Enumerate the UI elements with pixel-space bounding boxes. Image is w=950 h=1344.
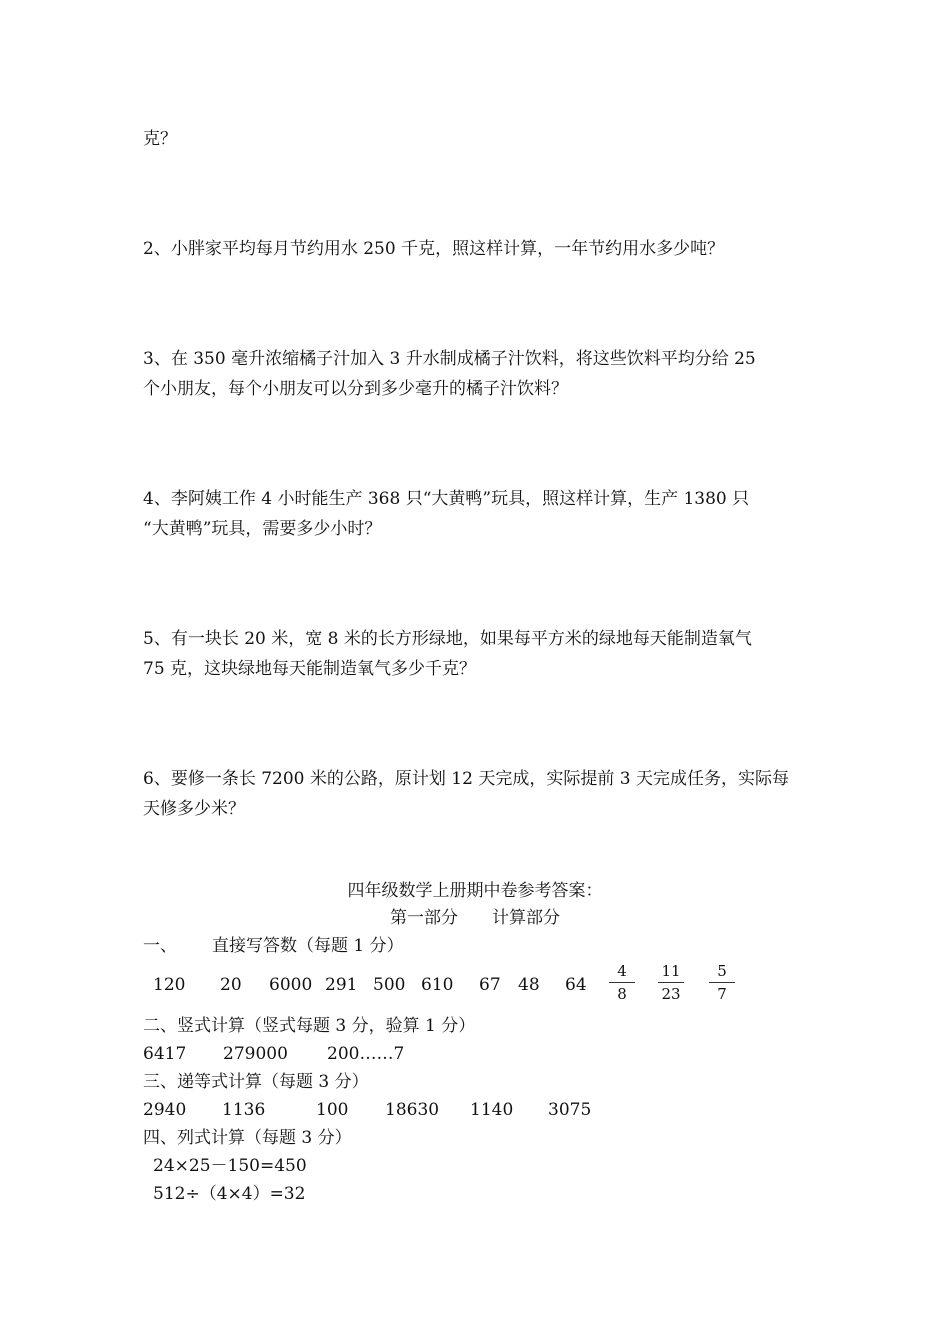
question-2: 2、小胖家平均每月节约用水 250 千克，照这样计算，一年节约用水多少吨？ bbox=[143, 239, 725, 259]
answer-subtitle bbox=[0, 907, 950, 929]
answer-value: 1136 bbox=[222, 1100, 266, 1120]
answer-value: 100 bbox=[316, 1100, 349, 1120]
question-4-line-1: 4、李阿姨工作 4 小时能生产 368 只“大黄鸭”玩具，照这样计算，生产 1380 只 bbox=[143, 489, 750, 509]
answer-value: 64 bbox=[565, 975, 587, 995]
answer-value: 20 bbox=[220, 975, 242, 995]
fraction-answer bbox=[609, 962, 635, 1003]
answer-value: 200……7 bbox=[327, 1044, 405, 1064]
fraction-answer bbox=[709, 962, 735, 1003]
question-3-line-2: 个小朋友，每个小朋友可以分到多少毫升的橘子汁饮料？ bbox=[143, 379, 568, 399]
section-4-label: 四、列式计算（每题 3 分） bbox=[143, 1128, 352, 1148]
answer-subtitle-part: 第一部分 bbox=[390, 908, 458, 928]
section-1-number: 一、 bbox=[143, 936, 177, 956]
section-1-label: 直接写答数（每题 1 分） bbox=[212, 936, 404, 956]
fraction-bar bbox=[658, 982, 684, 983]
fraction-denominator: 8 bbox=[617, 985, 627, 1003]
answer-value: 18630 bbox=[385, 1100, 440, 1120]
section-2-label: 二、竖式计算（竖式每题 3 分，验算 1 分） bbox=[143, 1016, 476, 1036]
answer-value: 500 bbox=[373, 975, 406, 995]
fraction-numerator: 5 bbox=[717, 962, 727, 980]
fraction-denominator: 7 bbox=[717, 985, 727, 1003]
question-5-line-1: 5、有一块长 20 米，宽 8 米的长方形绿地，如果每平方米的绿地每天能制造氧气 bbox=[143, 629, 752, 649]
answer-value: 279000 bbox=[223, 1044, 288, 1064]
answer-value: 3075 bbox=[548, 1100, 592, 1120]
question-1-tail: 克？ bbox=[143, 129, 177, 149]
question-6-line-2: 天修多少米？ bbox=[143, 799, 245, 819]
section-3-label: 三、递等式计算（每题 3 分） bbox=[143, 1072, 369, 1092]
fraction-bar bbox=[709, 982, 735, 983]
answer-value: 610 bbox=[421, 975, 454, 995]
question-6-line-1: 6、要修一条长 7200 米的公路，原计划 12 天完成，实际提前 3 天完成任务，实际每 bbox=[143, 769, 789, 789]
fraction-numerator: 4 bbox=[617, 962, 627, 980]
question-5-line-2: 75 克，这块绿地每天能制造氧气多少千克？ bbox=[143, 659, 477, 679]
fraction-bar bbox=[609, 982, 635, 983]
fraction-answer bbox=[658, 962, 684, 1003]
answer-value: 120 bbox=[153, 975, 186, 995]
answer-title: 四年级数学上册期中卷参考答案： bbox=[347, 881, 603, 901]
fraction-numerator: 11 bbox=[661, 962, 681, 980]
question-4-line-2: “大黄鸭”玩具，需要多少小时？ bbox=[143, 519, 382, 539]
answer-value: 6417 bbox=[143, 1044, 187, 1064]
fraction-denominator: 23 bbox=[661, 985, 681, 1003]
section-4-answer-2: 512÷（4×4）=32 bbox=[153, 1184, 306, 1204]
question-3-line-1: 3、在 350 毫升浓缩橘子汁加入 3 升水制成橘子汁饮料，将这些饮料平均分给 25 bbox=[143, 349, 756, 369]
answer-value: 67 bbox=[479, 975, 501, 995]
answer-value: 1140 bbox=[470, 1100, 514, 1120]
answer-value: 291 bbox=[325, 975, 358, 995]
answer-value: 2940 bbox=[143, 1100, 187, 1120]
answer-value: 48 bbox=[518, 975, 540, 995]
answer-value: 6000 bbox=[269, 975, 313, 995]
section-4-answer-1: 24×25－150=450 bbox=[153, 1156, 307, 1176]
answer-subtitle-section: 计算部分 bbox=[492, 908, 560, 928]
